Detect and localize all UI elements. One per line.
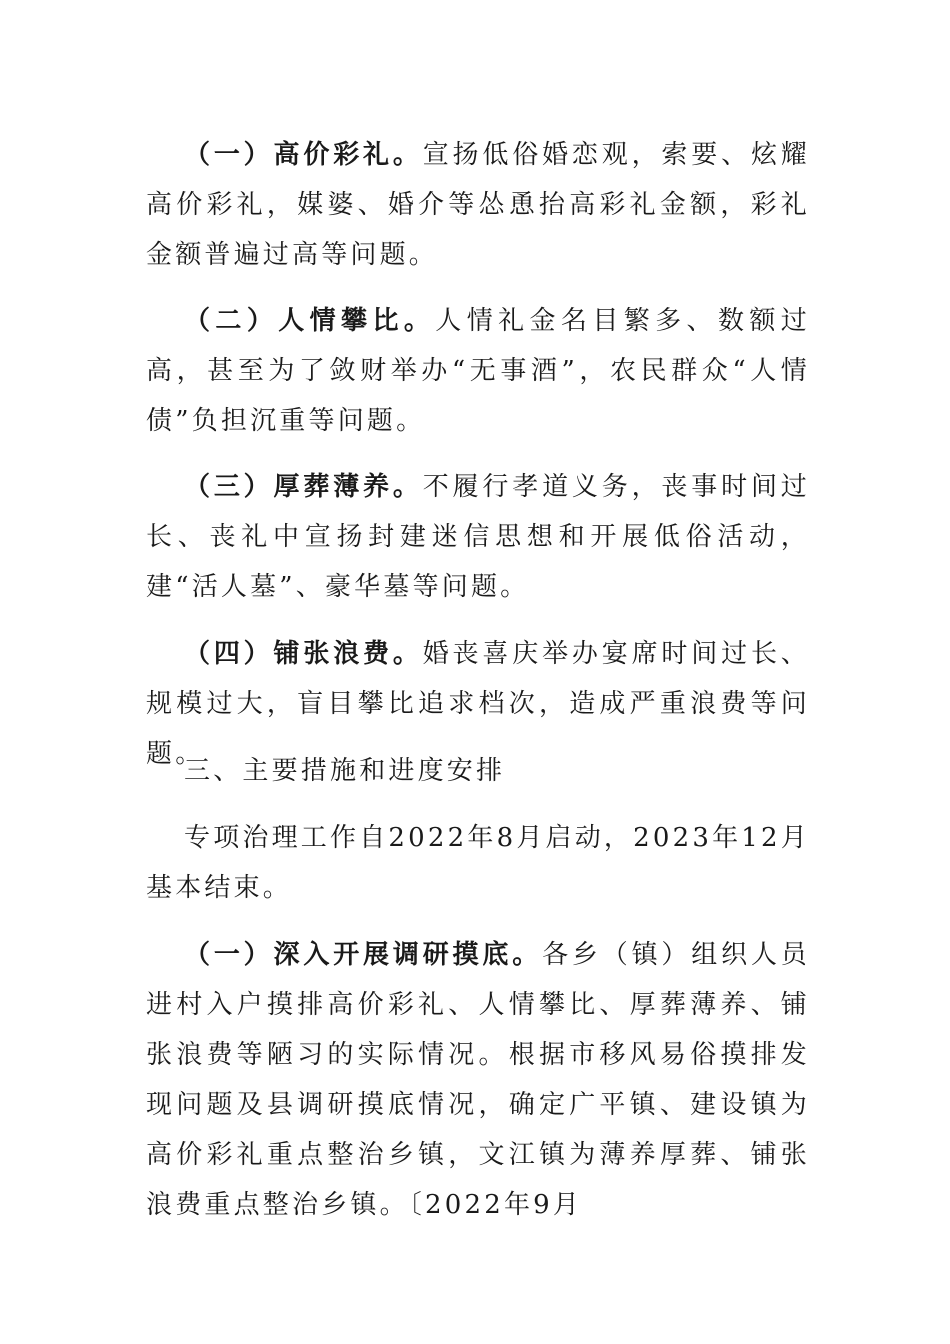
section-title: 三、主要措施和进度安排: [184, 756, 506, 786]
paragraph-body: 宣扬低俗婚恋观，索要、炫耀高价彩礼，媒婆、婚介等怂恿抬高彩礼金额，彩礼金额普遍过高等问题。: [146, 140, 810, 270]
paragraph-favor-comparison: [146, 296, 810, 446]
paragraph-body: 人情礼金名目繁多、数额过高，甚至为了敛财举办“无事酒”，农民群众“人情债”负担沉重等问题。: [146, 306, 810, 436]
paragraph-heading: （三）厚葬薄养。: [184, 472, 423, 502]
paragraph-heading: （四）铺张浪费。: [184, 639, 423, 669]
paragraph-heading: （二）人情攀比。: [184, 306, 436, 336]
paragraph-heading: （一）高价彩礼。: [184, 140, 423, 170]
paragraph-high-bride-price: [146, 130, 810, 280]
paragraph-body: 婚丧喜庆举办宴席时间过长、规模过大，盲目攀比追求档次，造成严重浪费等问题。: [146, 639, 810, 769]
paragraph-research-survey: [146, 930, 810, 1230]
paragraph-lavish-funeral: [146, 462, 810, 612]
paragraph-body: 各乡（镇）组织人员进村入户摸排高价彩礼、人情攀比、厚葬薄养、铺张浪费等陋习的实际情况。根据市移风易俗摸排发现问题及县调研摸底情况，确定广平镇、建设镇为高价彩礼重点整治乡镇，文江镇为薄养厚葬、铺张浪费重点整治乡镇。〔2022年9月: [146, 940, 810, 1220]
paragraph-body: 不履行孝道义务，丧事时间过长、丧礼中宣扬封建迷信思想和开展低俗活动，建“活人墓”、豪华墓等问题。: [146, 472, 810, 602]
paragraph-schedule: 专项治理工作自2022年8月启动，2023年12月基本结束。: [146, 823, 810, 903]
paragraph-heading: （一）深入开展调研摸底。: [184, 940, 543, 970]
